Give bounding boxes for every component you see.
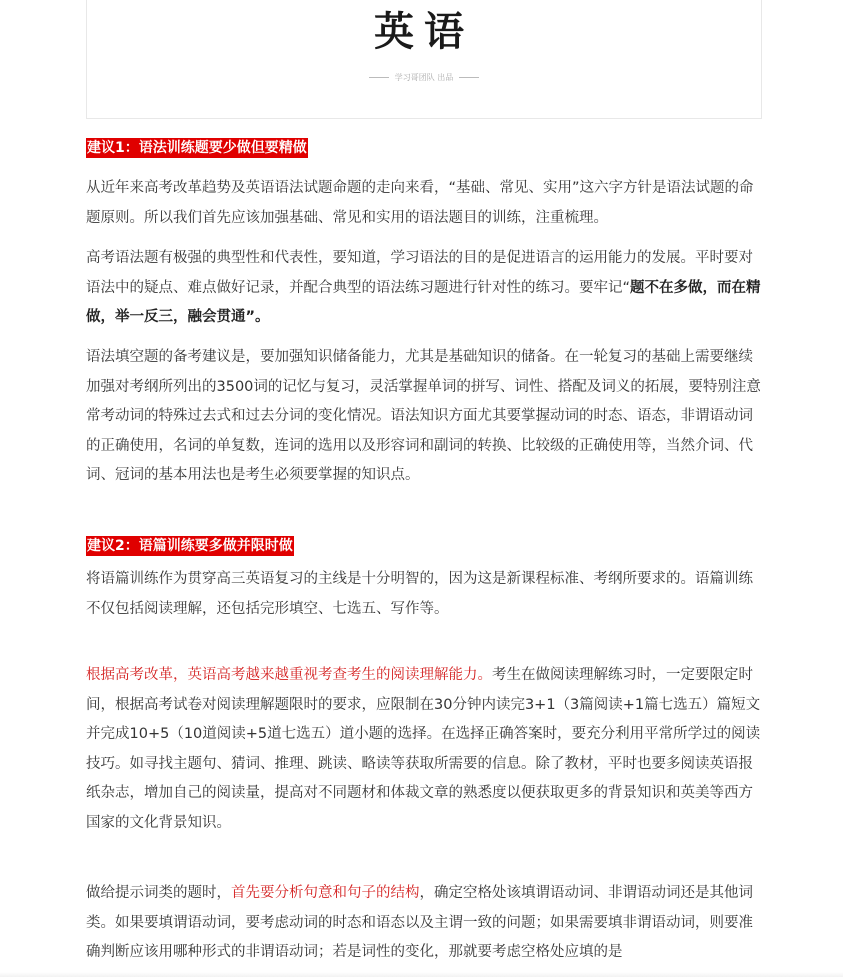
- section-2-paragraph-2: [86, 661, 766, 838]
- section-2-paragraph-1: 将语篇训练作为贯穿高三英语复习的主线是十分明智的，因为这是新课程标准、考纲所要求的。语篇训练不仅包括阅读理解，还包括完形填空、七选五、写作等。: [86, 571, 753, 617]
- section-2-paragraph-3-highlight: 首先要分析句意和句子的结构: [231, 885, 420, 901]
- section-2-paragraph-2-text: 考生在做阅读理解练习时，一定要限定时间，根据高考试卷对阅读理解题限时的要求，应限制在30分钟内读完3+1（3篇阅读+1篇七选五）篇短文并完成10+5（10道阅读+5道七选五）道小题的选择。在选择正确答案时，要充分利用平常所学过的阅读技巧。如寻找主题句、猜词、推理、跳读、略读等获取所需要的信息。除了教材，平时也要多阅读英语报纸杂志，增加自己的阅读量，提高对不同题材和体裁文章的熟悉度以便获取更多的背景知识和英美等西方国家的文化背景知识。: [86, 667, 761, 831]
- page-bottom-edge: [0, 972, 843, 977]
- section-1-paragraph-2-text: 高考语法题有极强的典型性和代表性，要知道，学习语法的目的是促进语言的运用能力的发展。平时要对语法中的疑点、难点做好记录，并配合典型的语法练习题进行针对性的练习。要牢记“: [86, 250, 753, 296]
- section-1-paragraph-3: 语法填空题的备考建议是，要加强知识储备能力，尤其是基础知识的储备。在一轮复习的基础上需要继续加强对考纲所列出的3500词的记忆与复习，灵活掌握单词的拼写、词性、搭配及词义的拓展，要特别注意常考动词的特殊过去式和过去分词的变化情况。语法知识方面尤其要掌握动词的时态、语态，非谓语动词的正确使用，名词的单复数，连词的选用以及形容词和副词的转换、比较级的正确使用等，当然介词、代词、冠词的基本用法也是考生必须要掌握的知识点。: [86, 349, 761, 483]
- section-2-paragraph-2-highlight: 根据高考改革，英语高考越来越重视考查考生的阅读理解能力。: [86, 667, 492, 683]
- section-2-paragraph-3: [86, 879, 766, 968]
- article-byline: [87, 72, 761, 84]
- article-header: [86, 0, 762, 119]
- article-title: 英语: [374, 8, 474, 55]
- section-1-paragraph-2-emphasis: 题不在多做，而在精做，举一反三，融会贯通: [86, 279, 761, 325]
- section-1-heading: 建议1：语法训练题要少做但要精做: [87, 140, 307, 156]
- byline-text: 学习哥团队 出品: [394, 73, 454, 82]
- section-2-heading: 建议2：语篇训练要多做并限时做: [87, 538, 293, 554]
- section-1-paragraph-2: [86, 244, 766, 333]
- section-2-paragraph-3-text: ，确定空格处该填谓语动词、非谓语动词还是其他词类。如果要填谓语动词，要考虑动词的时态和语态以及主谓一致的问题；如果需要填非谓语动词，则要准确判断应该用哪种形式的非谓语动词；若是词性的变化，那就要考虑空格处应填的是: [86, 885, 753, 960]
- section-1-paragraph-1: 从近年来高考改革趋势及英语语法试题命题的走向来看，“基础、常见、实用”这六字方针是语法试题的命题原则。所以我们首先应该加强基础、常见和实用的语法题目的训练，注重梳理。: [86, 180, 754, 226]
- byline-left-divider: [369, 77, 389, 78]
- byline-right-divider: [459, 77, 479, 78]
- section-1-paragraph-2-end: ”。: [245, 309, 270, 325]
- section-2-paragraph-3-start: 做给提示词类的题时，: [86, 885, 231, 901]
